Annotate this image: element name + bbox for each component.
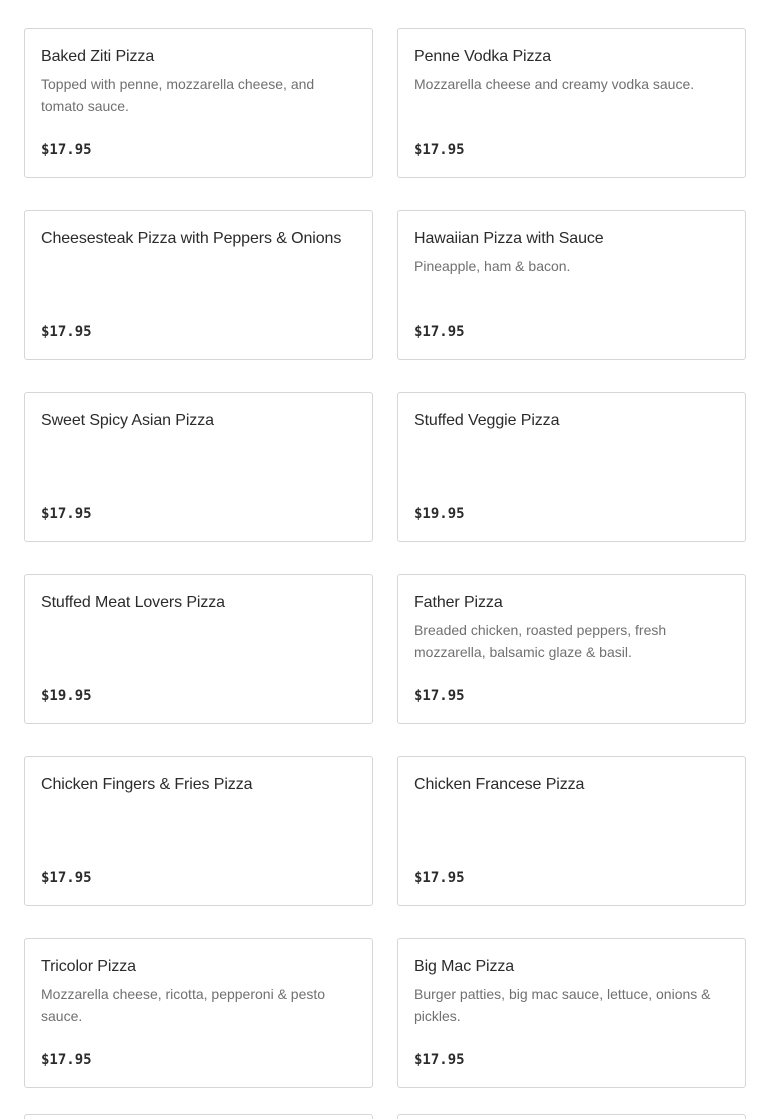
- menu-item-name: Father Pizza: [414, 594, 503, 611]
- menu-item-price: $17.95: [414, 688, 465, 704]
- menu-item-name: Stuffed Meat Lovers Pizza: [41, 594, 225, 611]
- menu-item-name: Big Mac Pizza: [414, 958, 515, 975]
- menu-item-description: Mozzarella cheese, ricotta, pepperoni & pesto sauce.: [41, 986, 326, 1024]
- menu-item-description: Mozzarella cheese and creamy vodka sauce.: [414, 76, 695, 92]
- menu-item-card[interactable]: [397, 28, 746, 178]
- menu-item-price: $17.95: [414, 324, 465, 340]
- menu-item-price: $17.95: [41, 1052, 92, 1068]
- menu-item-description: Burger patties, big mac sauce, lettuce, onions & pickles.: [414, 986, 711, 1024]
- menu-item-card[interactable]: [397, 210, 746, 360]
- menu-item-price: $17.95: [41, 324, 92, 340]
- menu-item-card[interactable]: [24, 210, 373, 360]
- menu-item-price: $19.95: [414, 506, 465, 522]
- menu-item-name: Chicken Fingers & Fries Pizza: [41, 776, 253, 793]
- menu-item-name: Hawaiian Pizza with Sauce: [414, 230, 604, 247]
- menu-item-price: $19.95: [41, 688, 92, 704]
- menu-item-card[interactable]: [24, 392, 373, 542]
- menu-item-price: $17.95: [414, 142, 465, 158]
- menu-item-price: $17.95: [41, 142, 92, 158]
- menu-item-card[interactable]: [397, 756, 746, 906]
- menu-item-price: $17.95: [414, 870, 465, 886]
- menu-item-price: $17.95: [41, 870, 92, 886]
- menu-item-price: $17.95: [41, 506, 92, 522]
- menu-item-name: Penne Vodka Pizza: [414, 48, 552, 65]
- menu-item-name: Baked Ziti Pizza: [41, 48, 155, 65]
- menu-item-description: Breaded chicken, roasted peppers, fresh mozzarella, balsamic glaze & basil.: [414, 622, 667, 660]
- menu-item-card[interactable]: [24, 574, 373, 724]
- menu-item-card[interactable]: [397, 574, 746, 724]
- menu-item-name: Stuffed Veggie Pizza: [414, 412, 560, 429]
- menu-item-card[interactable]: [397, 392, 746, 542]
- menu-item-card-partial[interactable]: [24, 1114, 373, 1119]
- menu-item-description: Pineapple, ham & bacon.: [414, 258, 571, 274]
- menu-item-name: Chicken Francese Pizza: [414, 776, 585, 793]
- menu-item-card-partial[interactable]: [397, 1114, 746, 1119]
- menu-item-price: $17.95: [414, 1052, 465, 1068]
- menu-item-name: Tricolor Pizza: [41, 958, 136, 975]
- menu-item-name: Sweet Spicy Asian Pizza: [41, 412, 214, 429]
- menu-item-card[interactable]: [24, 756, 373, 906]
- menu-item-card[interactable]: [397, 938, 746, 1088]
- menu-item-description: Topped with penne, mozzarella cheese, and tomato sauce.: [41, 76, 315, 114]
- menu-item-name: Cheesesteak Pizza with Peppers & Onions: [41, 230, 342, 247]
- menu-item-card[interactable]: [24, 938, 373, 1088]
- menu-item-card[interactable]: [24, 28, 373, 178]
